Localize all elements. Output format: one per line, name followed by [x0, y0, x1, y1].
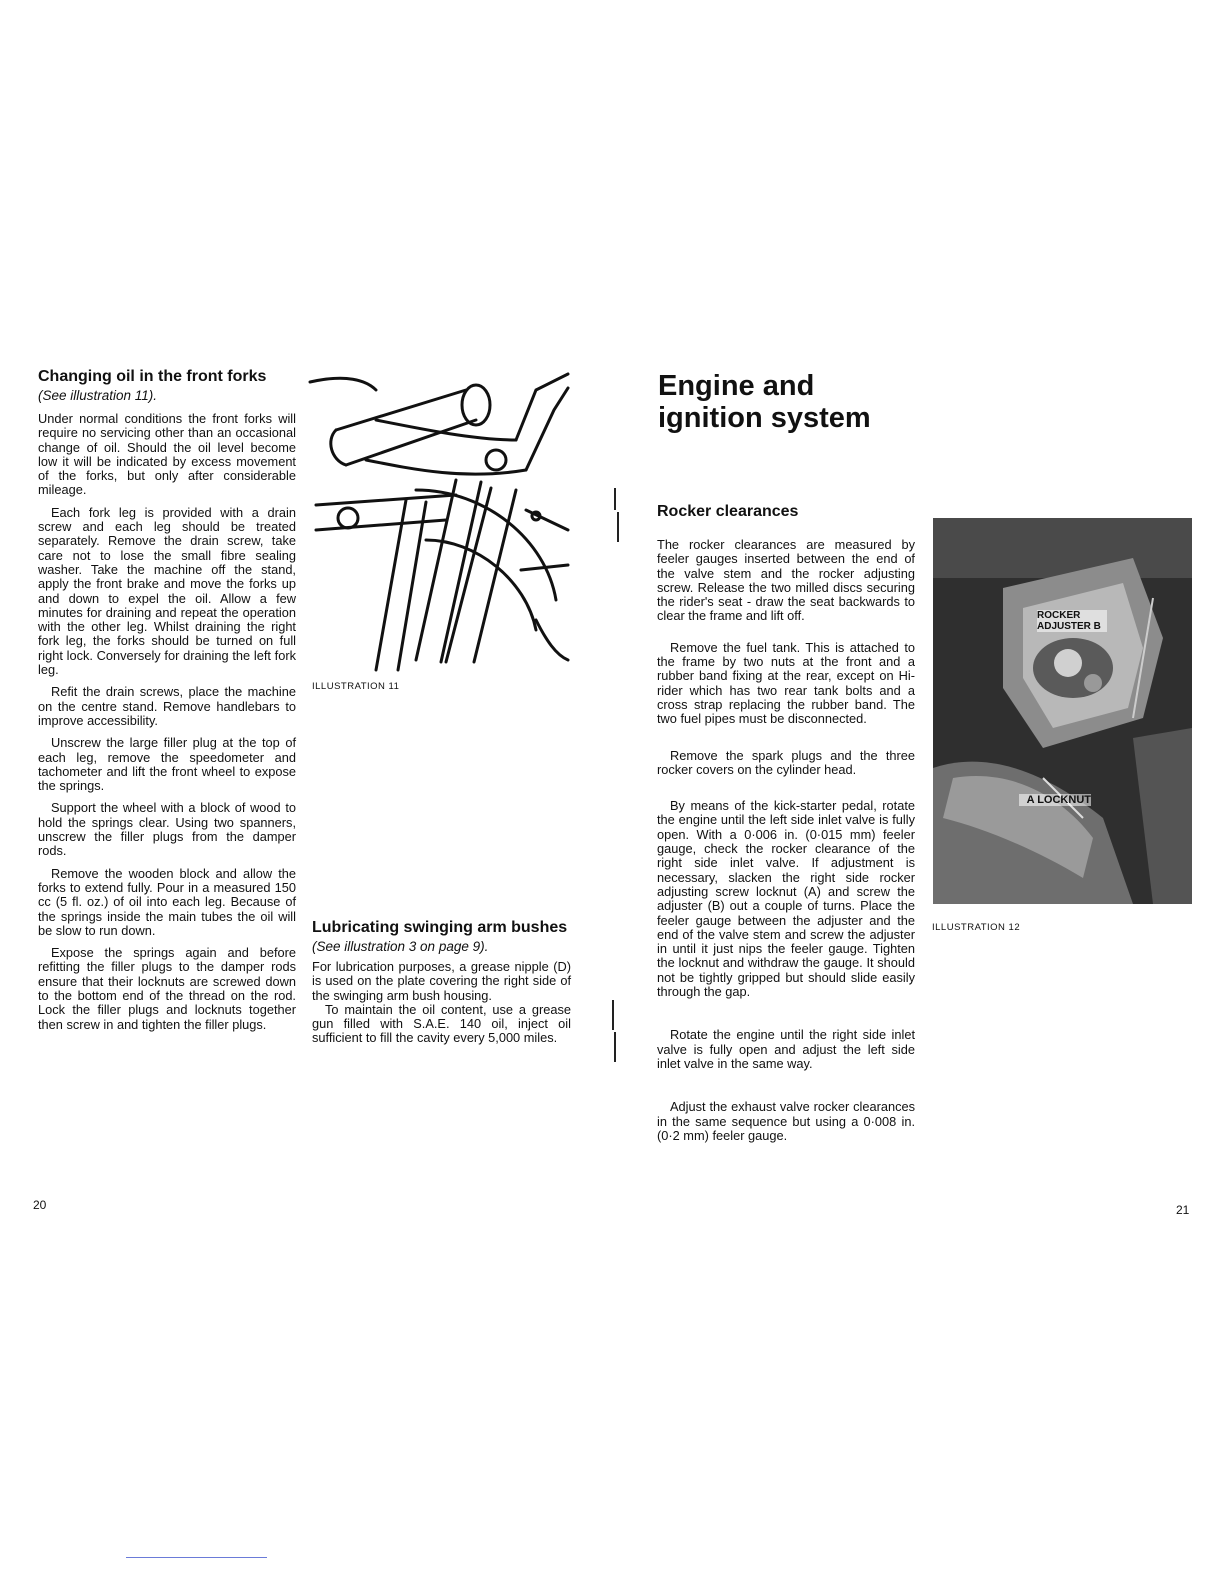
page-number-left: 20	[33, 1198, 47, 1212]
chapter-title-line-1: Engine and	[658, 370, 815, 402]
photo-label-rocker-adjuster	[1037, 610, 1107, 632]
photo-label-text: A LOCKNUT	[1026, 794, 1091, 806]
footer-rule	[126, 1557, 267, 1558]
margin-mark	[614, 1032, 616, 1062]
paragraph: Support the wheel with a block of wood to hold the springs clear. Using two spanners, unscrew the filler plugs from the damper rods.	[38, 800, 296, 859]
photo-label-text: ROCKER ADJUSTER B	[1037, 610, 1101, 632]
margin-mark	[617, 512, 619, 542]
paragraph: Each fork leg is provided with a drain screw and each leg should be treated separately. Remove the drain screw, take care not to lose the small fibre sealing washer. Take the machine off the stand, apply the front brake and move the forks up and down to expel the oil. Allow a few minutes for draining and repeat the operation with the other leg. Whilst draining the right fork leg, the forks should be turned on full right lock. Conversely for draining the left fork leg.	[38, 504, 296, 678]
illustration-12-caption: ILLUSTRATION 12	[932, 922, 1021, 933]
engine-photo	[933, 518, 1192, 904]
paragraph: Adjust the exhaust valve rocker clearances in the same sequence but using a 0·008 in. (0·2 mm) feeler gauge.	[657, 1099, 915, 1143]
section-title-front-forks: Changing oil in the front forks	[38, 368, 267, 385]
paragraph: Under normal conditions the front forks will require no servicing other than an occasional change of oil. Should the oil level become low it will be indicated by excess movement of the forks, but only after considerable mileage.	[38, 411, 296, 498]
illustration-11-caption: ILLUSTRATION 11	[312, 681, 400, 692]
paragraph: To maintain the oil content, use a grease gun filled with S.A.E. 140 oil, inject oil sufficient to fill the cavity every 5,000 miles.	[312, 1001, 571, 1046]
section-subtitle-front-forks: (See illustration 11).	[38, 388, 158, 403]
paragraph: Remove the fuel tank. This is attached to the frame by two nuts at the front and a rubber band fixing at the rear, except on Hi-rider which has two rear tank bolts and a cross strap replacing the rubber band. The two fuel pipes must be disconnected.	[657, 639, 915, 727]
illustration-12	[933, 518, 1192, 904]
paragraph: Expose the springs again and before refitting the filler plugs to the damper rods ensure that their locknuts are screwed down to the bottom end of the thread on the rod. Lock the filler plugs and locknuts together then screw in and tighten the filler plugs.	[38, 945, 296, 1032]
illustration-11	[306, 370, 576, 692]
chapter-title-line-2: ignition system	[658, 402, 871, 434]
paragraph: By means of the kick-starter pedal, rotate the engine until the left side inlet valve is fully open. With a 0·006 in. (0·015 mm) feeler gauge, check the rocker clearance of the right side inlet valve. If adjustment is necessary, slacken the right side rocker adjusting screw locknut (A) and screw the adjuster (B) out a couple of turns. Place the feeler gauge between the adjuster and the end of the valve stem and screw the adjuster in until it just nips the feeler gauge. Tighten the locknut and withdraw the gauge. It should not be tightly gripped but should slide easily through the gap.	[657, 798, 915, 1000]
paragraph: Rotate the engine until the right side inlet valve is fully open and adjust the left side inlet valve in the same way.	[657, 1027, 915, 1071]
photo-label-locknut	[1019, 794, 1091, 806]
margin-mark	[612, 1000, 614, 1030]
left-page	[38, 368, 296, 1032]
section-title-rocker-clearances: Rocker clearances	[657, 503, 799, 520]
margin-mark	[614, 488, 616, 510]
paragraph: Unscrew the large filler plug at the top of each leg, remove the speedometer and tachometer and lift the front wheel to expose the springs.	[38, 735, 296, 794]
paragraph: For lubrication purposes, a grease nipple (D) is used on the plate covering the right side of the swinging arm bush housing.	[312, 959, 571, 1003]
swinging-arm-section	[312, 919, 571, 1046]
paragraph: Refit the drain screws, place the machine on the centre stand. Remove handlebars to improve accessibility.	[38, 684, 296, 728]
section-title-swinging-arm: Lubricating swinging arm bushes	[312, 919, 568, 936]
front-fork-drawing	[306, 370, 576, 675]
rocker-clearances-section	[657, 503, 915, 1143]
paragraph: The rocker clearances are measured by feeler gauges inserted between the end of the valve stem and the rocker adjusting screw. Release the two milled discs securing the rider's seat - draw the seat backwards to clear the frame and lift off.	[657, 537, 915, 624]
section-subtitle-swinging-arm: (See illustration 3 on page 9).	[312, 939, 489, 954]
page-number-right: 21	[1176, 1203, 1190, 1217]
paragraph: Remove the wooden block and allow the forks to extend fully. Pour in a measured 150 cc (5 fl. oz.) of oil into each leg. Because of the springs inside the main tubes the oil will be slow to run down.	[38, 865, 296, 938]
chapter-title	[658, 370, 871, 434]
paragraph: Remove the spark plugs and the three rocker covers on the cylinder head.	[657, 747, 915, 777]
